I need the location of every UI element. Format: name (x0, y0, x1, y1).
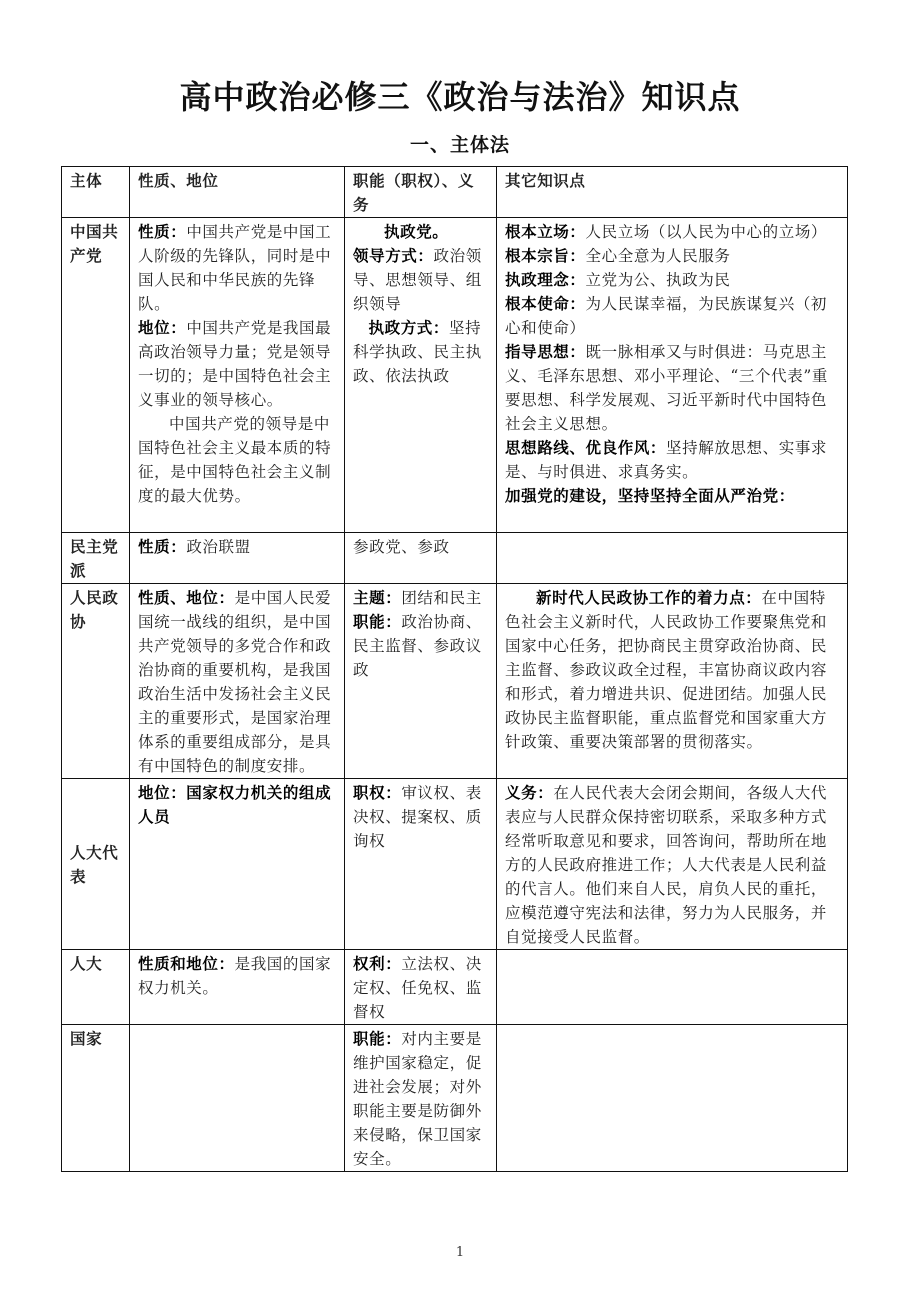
header-other: 其它知识点 (497, 167, 848, 218)
term-text: 人民立场（以人民为中心的立场） (585, 223, 828, 241)
paragraph (138, 535, 338, 559)
paragraph (505, 484, 841, 508)
term-label: 主题： (353, 589, 402, 607)
term-text: 政治领导、思想领导、组织领导 (353, 247, 482, 313)
term-label: 性质和地位： (138, 955, 235, 973)
term-text: 在人民代表大会闭会期间，各级人大代表应与人民群众保持密切联系，采取多种方式经常听取意见和要求，回答询问，帮助所在地方的人民政府推进工作；人大代表是人民利益的代言人。他们来自人民，肩负人民的重托，应模范遵守宪法和法律，努力为人民服务，并自觉接受人民监督。 (505, 784, 828, 946)
term-text: 坚持解放思想、实事求是、与时俱进、求真务实。 (505, 439, 828, 481)
other-cell (497, 533, 848, 584)
term-text: 中国共产党是我国最高政治领导力量；党是领导一切的；是中国特色社会主义事业的领导核心。 (138, 319, 332, 409)
knowledge-table (61, 166, 848, 1172)
subject-cell: 国家 (62, 1025, 130, 1172)
functions-cell (345, 218, 497, 533)
paragraph (353, 781, 490, 853)
term-label: 执政党。 (384, 223, 449, 241)
other-cell (497, 218, 848, 533)
term-text: 团结和民主 (401, 589, 482, 607)
header-nature: 性质、地位 (130, 167, 345, 218)
term-label: 新时代人民政协工作的着力点： (536, 589, 762, 607)
paragraph (505, 436, 841, 484)
paragraph (138, 220, 338, 316)
term-text: 政治协商、民主监督、参政议政 (353, 613, 482, 679)
term-text: 对内主要是维护国家稳定，促进社会发展；对外职能主要是防御外来侵略，保卫国家安全。 (353, 1030, 482, 1168)
term-label: 加强党的建设，坚持坚持全面从严治党： (505, 487, 795, 505)
paragraph (353, 244, 490, 316)
paragraph (505, 292, 841, 340)
term-text: 在中国特色社会主义新时代，人民政协工作要聚焦党和国家中心任务，把协商民主贯穿政治协商、民主监督、参政议政全过程，丰富协商议政内容和形式，着力增进共识、促进团结。加强人民政协民主监督职能，重点监督党和国家重大方针政策、重要决策部署的贯彻落实。 (505, 589, 828, 751)
paragraph (138, 952, 338, 1000)
term-label: 义务： (505, 784, 554, 802)
paragraph (138, 316, 338, 412)
table-row (62, 584, 848, 779)
term-label: 权利： (353, 955, 402, 973)
table-row (62, 779, 848, 950)
term-label: 思想路线、优良作风： (505, 439, 667, 457)
subject-cell: 中国共产党 (62, 218, 130, 533)
table-header-row (62, 167, 848, 218)
term-label: 地位：国家权力机关的组成人员 (138, 784, 332, 826)
term-label: 职能： (353, 1030, 402, 1048)
term-label: 地位： (138, 319, 187, 337)
nature-cell (130, 950, 345, 1025)
paragraph (353, 610, 490, 682)
term-text: 立党为公、执政为民 (585, 271, 731, 289)
paragraph (353, 220, 490, 244)
table-row (62, 533, 848, 584)
nature-cell (130, 218, 345, 533)
nature-cell (130, 1025, 345, 1172)
paragraph (353, 586, 490, 610)
other-cell (497, 584, 848, 779)
subject-cell: 人民政协 (62, 584, 130, 779)
paragraph (353, 316, 490, 388)
section-heading: 一、主体法 (409, 134, 510, 156)
term-text: 中国共产党的领导是中国特色社会主义最本质的特征，是中国特色社会主义制度的最大优势。 (138, 415, 332, 505)
paragraph (138, 412, 338, 508)
paragraph (353, 1027, 490, 1171)
term-label: 性质、地位： (138, 589, 235, 607)
paragraph (353, 952, 490, 1024)
paragraph (138, 781, 338, 829)
table-row (62, 1025, 848, 1172)
term-label: 根本使命： (505, 295, 586, 313)
term-label: 根本立场： (505, 223, 586, 241)
term-label: 根本宗旨： (505, 247, 586, 265)
term-label: 性质： (138, 538, 187, 556)
term-label: 职权： (353, 784, 402, 802)
paragraph (505, 586, 841, 754)
term-text: 审议权、表决权、提案权、质询权 (353, 784, 482, 850)
header-functions: 职能（职权）、义务 (345, 167, 497, 218)
other-cell (497, 779, 848, 950)
paragraph (505, 268, 841, 292)
term-label: 职能： (353, 613, 402, 631)
functions-cell (345, 584, 497, 779)
subject-cell: 人大代表 (62, 779, 130, 950)
term-text: 坚持科学执政、民主执政、依法执政 (353, 319, 482, 385)
paragraph (505, 781, 841, 949)
table-row (62, 218, 848, 533)
term-label: 性质： (138, 223, 187, 241)
table-row (62, 950, 848, 1025)
term-label: 指导思想： (505, 343, 586, 361)
term-label: 执政方式： (368, 319, 450, 337)
term-text: 政治联盟 (186, 538, 251, 556)
subject-cell: 人大 (62, 950, 130, 1025)
functions-cell (345, 950, 497, 1025)
term-text: 全心全意为人民服务 (585, 247, 731, 265)
paragraph (505, 244, 841, 268)
functions-cell (345, 533, 497, 584)
term-text: 是中国人民爱国统一战线的组织，是中国共产党领导的多党合作和政治协商的重要机构，是我国政治生活中发扬社会主义民主的重要形式，是国家治理体系的重要组成部分，是具有中国特色的制度安排。 (138, 589, 332, 775)
other-cell (497, 950, 848, 1025)
nature-cell (130, 584, 345, 779)
term-text: 既一脉相承又与时俱进：马克思主义、毛泽东思想、邓小平理论、“三个代表”重要思想、科学发展观、习近平新时代中国特色社会主义思想。 (505, 343, 828, 433)
paragraph (505, 220, 841, 244)
document-title: 高中政治必修三《政治与法治》知识点 (179, 78, 741, 116)
nature-cell (130, 533, 345, 584)
paragraph (353, 535, 490, 559)
header-subject: 主体 (62, 167, 130, 218)
page-number: 1 (455, 1245, 465, 1260)
term-text: 为人民谋幸福，为民族谋复兴（初心和使命） (505, 295, 828, 337)
term-text: 是我国的国家权力机关。 (138, 955, 332, 997)
term-text: 立法权、决定权、任免权、监督权 (353, 955, 482, 1021)
paragraph (138, 586, 338, 778)
term-label: 领导方式： (353, 247, 434, 265)
other-cell (497, 1025, 848, 1172)
paragraph (505, 340, 841, 436)
term-text: 参政党、参政 (353, 538, 450, 556)
term-text: 中国共产党是中国工人阶级的先锋队，同时是中国人民和中华民族的先锋队。 (138, 223, 332, 313)
functions-cell (345, 1025, 497, 1172)
nature-cell (130, 779, 345, 950)
functions-cell (345, 779, 497, 950)
term-label: 执政理念： (505, 271, 586, 289)
subject-cell: 民主党派 (62, 533, 130, 584)
